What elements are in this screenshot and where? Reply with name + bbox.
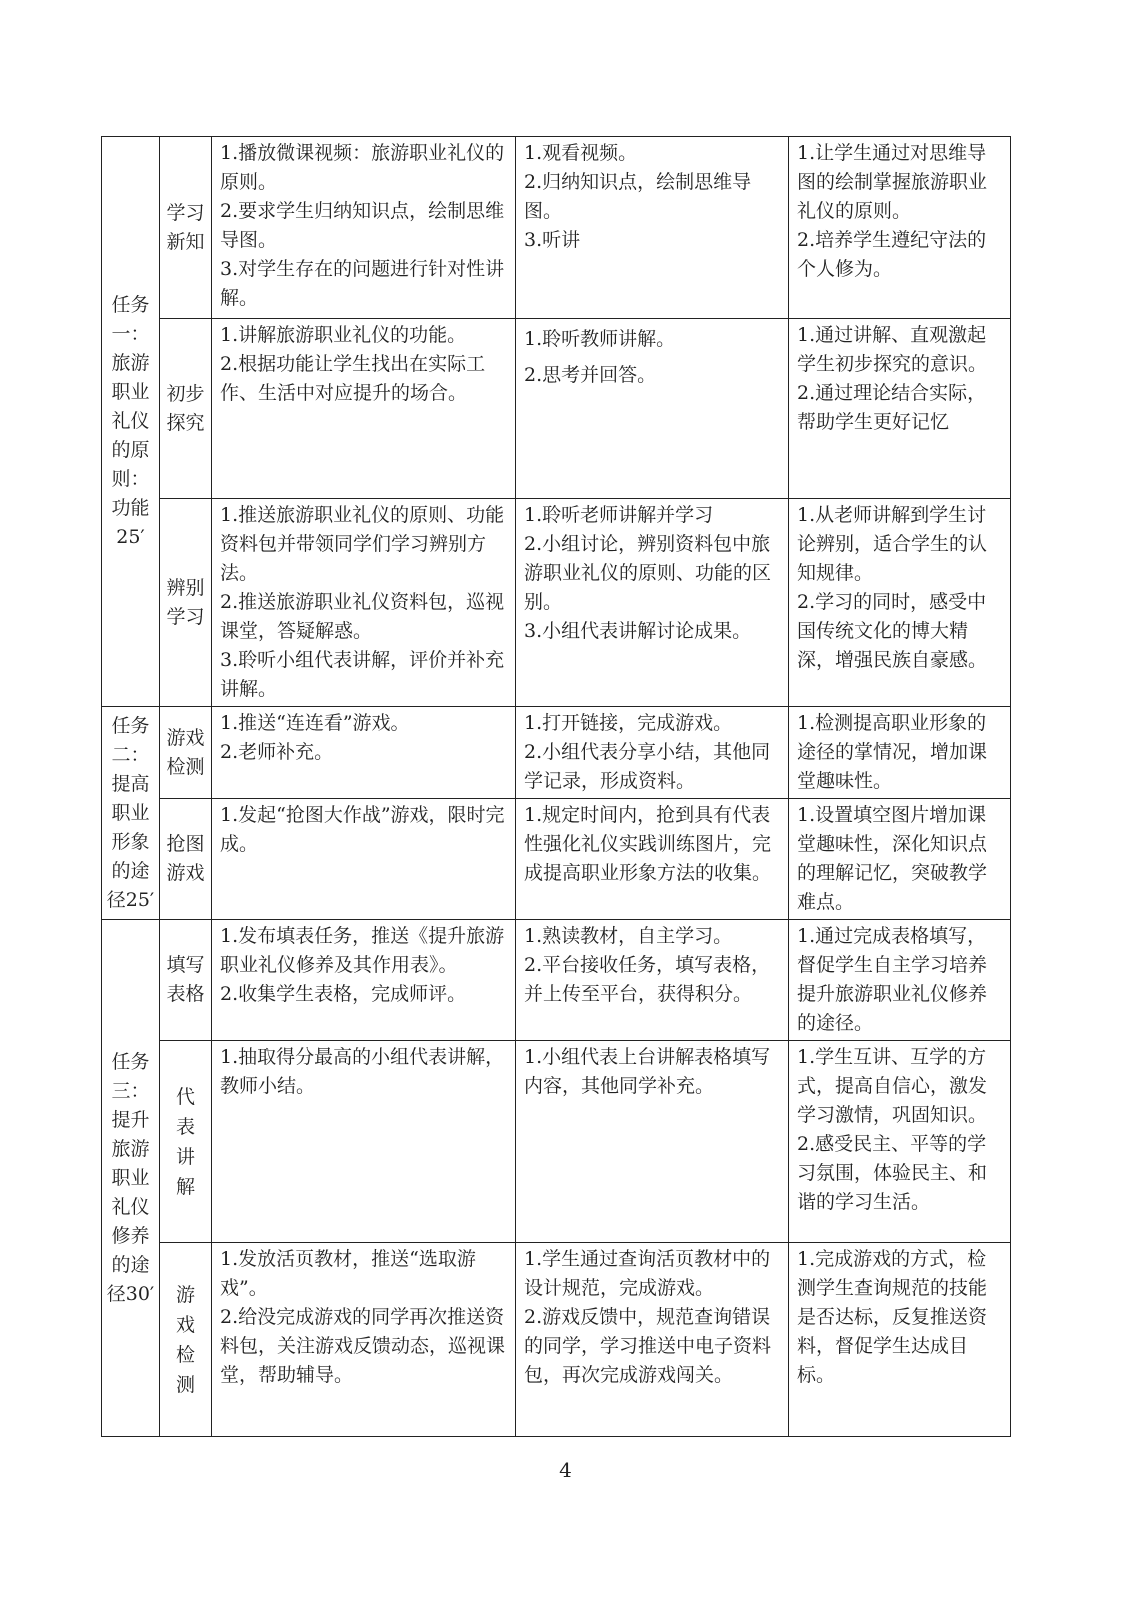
text-line: 3.聆听小组代表讲解，评价并补充讲解。 (220, 649, 505, 700)
text-line: 2.感受民主、平等的学习氛围，体验民主、和谐的学习生活。 (797, 1133, 988, 1213)
text-line: 1.播放微课视频：旅游职业礼仪的原则。 (220, 142, 505, 193)
step-cell (160, 499, 212, 707)
page-number: 4 (559, 1458, 572, 1482)
design-intent-cell (789, 137, 1011, 319)
table-row (102, 137, 1011, 319)
text-line: 2.学习的同时，感受中国传统文化的博大精深，增强民族自豪感。 (797, 591, 988, 671)
table-row (102, 1041, 1011, 1243)
step-cell (160, 319, 212, 499)
design-intent-cell (789, 707, 1011, 799)
text-line: 1.通过完成表格填写，督促学生自主学习培养提升旅游职业礼仪修养的途径。 (797, 925, 988, 1034)
student-activity-cell (516, 1243, 789, 1437)
text-line: 1.抽取得分最高的小组代表讲解，教师小结。 (220, 1046, 505, 1097)
text-line: 1.发起“抢图大作战”游戏，限时完成。 (220, 804, 505, 855)
text-line: 3.听讲 (524, 229, 581, 251)
student-activity-cell (516, 137, 789, 319)
teacher-activity-cell (212, 1041, 516, 1243)
text-line: 1.学生通过查询活页教材中的设计规范，完成游戏。 (524, 1248, 771, 1299)
step-cell (160, 920, 212, 1041)
text-line: 3.小组代表讲解讨论成果。 (524, 620, 752, 642)
text-line: 2.给没完成游戏的同学再次推送资料包，关注游戏反馈动态，巡视课堂，帮助辅导。 (220, 1306, 506, 1386)
step-cell (160, 1243, 212, 1437)
table-row (102, 799, 1011, 920)
text-line: 2.通过理论结合实际，帮助学生更好记忆 (797, 382, 987, 433)
step-label: 初步探究 (166, 382, 205, 434)
text-line: 1.聆听老师讲解并学习 (524, 504, 714, 526)
text-line: 2.思考并回答。 (524, 364, 657, 386)
text-line: 1.发放活页教材，推送“选取游戏”。 (220, 1248, 476, 1299)
text-line: 1.规定时间内，抢到具有代表性强化礼仪实践训练图片，完成提高职业形象方法的收集。 (524, 804, 772, 884)
text-line: 2.平台接收任务，填写表格，并上传至平台，获得积分。 (524, 954, 771, 1005)
text-line: 2.归纳知识点，绘制思维导图。 (524, 171, 752, 222)
text-line: 2.老师补充。 (220, 741, 334, 763)
text-line: 1.学生互讲、互学的方式，提高自信心，激发学习激情，巩固知识。 (797, 1046, 988, 1126)
student-activity-cell (516, 499, 789, 707)
table-row (102, 707, 1011, 799)
teacher-activity-cell (212, 920, 516, 1041)
teacher-activity-cell (212, 707, 516, 799)
text-line: 2.游戏反馈中，规范查询错误的同学，学习推送中电子资料包，再次完成游戏闯关。 (524, 1306, 772, 1386)
step-cell (160, 707, 212, 799)
step-label: 游戏检测 (166, 726, 205, 778)
text-line: 2.收集学生表格，完成师评。 (220, 983, 467, 1005)
student-activity-cell (516, 1041, 789, 1243)
text-line: 2.小组讨论，辨别资料包中旅游职业礼仪的原则、功能的区别。 (524, 533, 772, 613)
student-activity-cell (516, 319, 789, 499)
text-line: 1.完成游戏的方式，检 测学生查询规范的技能是否达标，反复推送资料，督促学生达成目标。 (797, 1248, 988, 1386)
step-cell (160, 137, 212, 319)
text-line: 3.对学生存在的问题进行针对性讲解。 (220, 258, 505, 309)
step-label: 辨别学习 (166, 576, 205, 628)
teacher-activity-cell (212, 799, 516, 920)
design-intent-cell (789, 1041, 1011, 1243)
task-label: 任务三：提升旅游职业礼仪修养的途径30′ (106, 1050, 155, 1305)
step-label: 填写表格 (166, 954, 205, 1005)
teacher-activity-cell (212, 137, 516, 319)
task-label: 任务二：提高职业形象的途径25′ (106, 714, 155, 911)
student-activity-cell (516, 799, 789, 920)
step-label: 学习新知 (166, 201, 205, 253)
text-line: 2.根据功能让学生找出在实际工作、生活中对应提升的场合。 (220, 353, 486, 404)
text-line: 2.小组代表分享小结，其他同学记录，形成资料。 (524, 741, 771, 792)
step-cell (160, 1041, 212, 1243)
text-line: 2.培养学生遵纪守法的个人修为。 (797, 229, 987, 280)
text-line: 1.观看视频。 (524, 142, 638, 164)
text-line: 1.发布填表任务，推送《提升旅游职业礼仪修养及其作用表》。 (220, 925, 505, 976)
text-line: 1.打开链接，完成游戏。 (524, 712, 733, 734)
task-label: 任务一：旅游职业礼仪的原则：功能25′ (111, 294, 150, 548)
step-label: 游戏检测 (175, 1283, 195, 1396)
student-activity-cell (516, 707, 789, 799)
text-line: 1.小组代表上台讲解表格填写内容，其他同学补充。 (524, 1046, 771, 1097)
design-intent-cell (789, 920, 1011, 1041)
lesson-plan-table (101, 136, 1011, 1437)
design-intent-cell (789, 1243, 1011, 1437)
teacher-activity-cell (212, 1243, 516, 1437)
text-line: 1.检测提高职业形象的途径的掌情况，增加课堂趣味性。 (797, 712, 988, 792)
text-line: 1.通过讲解、直观激起学生初步探究的意识。 (797, 324, 988, 375)
text-line: 1.设置填空图片增加课堂趣味性，深化知识点的理解记忆，突破教学难点。 (797, 804, 988, 913)
table-row (102, 499, 1011, 707)
table-row (102, 920, 1011, 1041)
text-line: 1.熟读教材，自主学习。 (524, 925, 733, 947)
text-line: 1.讲解旅游职业礼仪的功能。 (220, 324, 467, 346)
text-line: 1.推送“连连看”游戏。 (220, 712, 410, 734)
teacher-activity-cell (212, 499, 516, 707)
design-intent-cell (789, 319, 1011, 499)
step-label: 代表讲解 (175, 1085, 195, 1198)
step-label: 抢图游戏 (166, 833, 205, 884)
task-cell-3 (102, 920, 160, 1437)
teacher-activity-cell (212, 319, 516, 499)
table-row (102, 319, 1011, 499)
design-intent-cell (789, 499, 1011, 707)
text-line: 2.推送旅游职业礼仪资料包，巡视课堂，答疑解惑。 (220, 591, 505, 642)
task-cell-2 (102, 707, 160, 920)
text-line: 1.让学生通过对思维导图的绘制掌握旅游职业礼仪的原则。 (797, 142, 988, 222)
text-line: 1.推送旅游职业礼仪的原则、功能资料包并带领同学们学习辨别方法。 (220, 504, 505, 584)
table-row (102, 1243, 1011, 1437)
student-activity-cell (516, 920, 789, 1041)
task-cell-1 (102, 137, 160, 707)
text-line: 2.要求学生归纳知识点，绘制思维导图。 (220, 200, 505, 251)
text-line: 1.聆听教师讲解。 (524, 328, 676, 350)
text-line: 1.从老师讲解到学生讨论辨别，适合学生的认知规律。 (797, 504, 988, 584)
design-intent-cell (789, 799, 1011, 920)
step-cell (160, 799, 212, 920)
